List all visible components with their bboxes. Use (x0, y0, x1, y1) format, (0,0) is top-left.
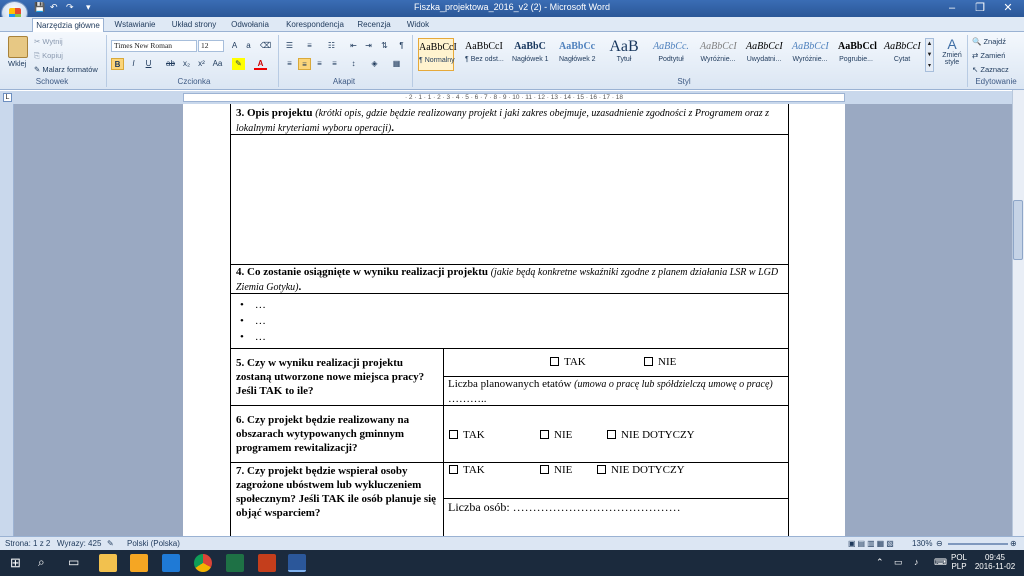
group-separator (278, 35, 279, 87)
chrome-icon[interactable] (194, 554, 212, 572)
bullets-icon[interactable]: ☰ (285, 41, 294, 50)
borders-icon[interactable]: ▦ (392, 59, 401, 68)
select-button[interactable]: ↖ Zaznacz (972, 65, 1009, 74)
change-styles-icon: A (947, 36, 957, 52)
redo-icon[interactable]: ↷ (66, 2, 74, 12)
tab-insert[interactable]: Wstawianie (114, 20, 156, 29)
s5-etaty-text: Liczba planowanych etatów (umowa o pracę lub spółdzielczą umowę o pracę) ……….. (448, 378, 773, 405)
s4-header-text: 4. Co zostanie osiągnięte w wyniku realizacji projektu (jakie będą konkretne wskaźniki zgodne z planem działania LSR w LGD Ziemia Gotyku). (236, 266, 779, 293)
s7-question: 7. Czy projekt będzie wspierał osoby zagrożone ubóstwem lub wykluczeniem społecznym? Jeśli TAK ile osób planuje się objąć wsparciem? (236, 465, 437, 519)
paste-icon[interactable] (8, 36, 28, 58)
s5-tak-option[interactable]: TAK (550, 355, 586, 369)
checkbox[interactable] (597, 465, 606, 474)
s7-nd-option[interactable]: NIE DOTYCZY (597, 463, 685, 477)
s7-count-text: Liczba osób: …………………………………… (448, 500, 681, 514)
style-subtitle[interactable]: AaBbCc. Podtytuł (653, 41, 689, 63)
style-strong[interactable]: AaBbCcl Pogrubie... (838, 41, 877, 63)
clear-format-icon[interactable]: ⌫ (259, 41, 272, 50)
input-language[interactable]: POL PLP (950, 553, 967, 571)
s7-nie-option[interactable]: NIE (540, 463, 572, 477)
scrollbar-thumb[interactable] (1013, 200, 1023, 260)
language-indicator[interactable]: Polski (Polska) (127, 539, 180, 548)
list-item: • … (240, 315, 266, 327)
zoom-out-icon[interactable]: ⊖ (936, 539, 943, 548)
tab-home[interactable]: Narzędzia główne (32, 18, 104, 32)
list-item: • … (240, 299, 266, 311)
powerpoint-icon[interactable] (258, 554, 276, 572)
checkbox[interactable] (449, 465, 458, 474)
increase-indent-icon[interactable]: ⇥ (365, 41, 372, 50)
line-spacing-icon[interactable]: ↕ (351, 59, 356, 68)
subscript-button[interactable]: x₂ (182, 59, 191, 68)
view-buttons[interactable]: ▣▤▥▦▧ (848, 539, 896, 548)
format-painter-button[interactable]: ✎ Malarz formatów (34, 65, 98, 74)
styles-group-label: Styl (677, 77, 691, 86)
table-cell-s5-choice[interactable] (443, 348, 789, 377)
minimize-button[interactable]: – (948, 2, 956, 14)
volume-icon[interactable]: ♪ (914, 557, 919, 567)
clipboard-group-label: Schowek (35, 77, 69, 86)
align-right-icon[interactable]: ≡ (317, 59, 322, 68)
underline-button[interactable]: U (145, 59, 152, 68)
keyboard-icon[interactable]: ⌨ (934, 557, 947, 567)
qat-customize-icon[interactable]: ▾ (86, 2, 91, 12)
style-normal[interactable]: AaBbCcI ¶ Normalny (418, 38, 454, 71)
superscript-button[interactable]: x² (198, 59, 205, 68)
strikethrough-button[interactable]: ab (166, 59, 175, 68)
tab-page-layout[interactable]: Układ strony (171, 20, 217, 29)
replace-button[interactable]: ⇄ Zamień (972, 51, 1006, 60)
tab-references[interactable]: Odwołania (231, 20, 269, 29)
find-button[interactable]: 🔍 Znajdź (972, 37, 1006, 46)
align-center-icon[interactable]: ≡ (298, 58, 311, 70)
sort-icon[interactable]: ⇅ (381, 41, 388, 50)
vertical-scrollbar[interactable] (1012, 90, 1024, 536)
font-color-icon[interactable]: A (254, 58, 267, 70)
s6-question: 6. Czy projekt będzie realizowany na obszarach wytypowanych gminnym programem rewitalizacji? (236, 414, 410, 454)
status-bar (0, 536, 1024, 550)
style-quote[interactable]: AaBbCcI Cytat (884, 41, 921, 63)
cut-button: ✂ Wytnij (34, 37, 63, 46)
word-icon[interactable] (288, 554, 306, 572)
edge-icon[interactable] (162, 554, 180, 572)
file-explorer-icon[interactable] (99, 554, 117, 572)
ruler-numbers: · 2 · 1 · 1 · 2 · 3 · 4 · 5 · 6 · 7 · 8 · 9 · 10 · 11 · 12 · 13 · 14 · 15 · 16 · 17 · 18 (404, 94, 624, 101)
start-windows-icon[interactable]: ⊞ (10, 555, 21, 570)
grow-font-icon[interactable]: A (231, 41, 238, 50)
table-cell-s4-answer[interactable] (230, 293, 789, 349)
font-group-label: Czcionka (177, 77, 211, 86)
window-title: Fiszka_projektowa_2016_v2 (2) - Microsoft Word (414, 2, 610, 12)
s5-question: 5. Czy w wyniku realizacji projektu zostaną utworzone nowe miejsca pracy? Jeśli TAK to ile? (236, 357, 425, 397)
tab-view[interactable]: Widok (406, 20, 430, 29)
change-styles-button[interactable]: A Zmień style (940, 36, 964, 66)
decrease-indent-icon[interactable]: ⇤ (350, 41, 357, 50)
s6-tak-option[interactable]: TAK (449, 428, 485, 442)
paragraph-group-label: Akapit (332, 77, 356, 86)
clock[interactable]: 09:45 2016-11-02 (974, 553, 1016, 571)
checkbox[interactable] (550, 357, 559, 366)
editing-group-label: Edytowanie (975, 77, 1017, 86)
change-case-button[interactable]: Aa (212, 59, 223, 68)
list-item: • … (240, 331, 266, 343)
checkbox[interactable] (540, 465, 549, 474)
network-icon[interactable]: ▭ (894, 557, 903, 567)
page-count[interactable]: Strona: 1 z 2 (5, 539, 51, 548)
ribbon-tabs (0, 17, 1024, 32)
align-left-icon[interactable]: ≡ (287, 59, 292, 68)
style-subtle-emphasis[interactable]: AaBbCcI Wyróżnie... (700, 41, 737, 63)
s3-title: 3. Opis projektu (236, 107, 313, 119)
style-heading-2[interactable]: AaBbCc Nagłówek 2 (559, 41, 596, 63)
maximize-button[interactable]: ❐ (975, 2, 985, 14)
italic-button[interactable]: I (132, 59, 135, 68)
ribbon (0, 32, 1024, 90)
s4-hint: (jakie będą konkretne wskaźniki zgodne z planem działania LSR w LGD Ziemia Gotyku) (236, 267, 779, 293)
save-icon[interactable]: 💾 (34, 2, 46, 12)
tab-mailings[interactable]: Korespondencja (286, 20, 344, 29)
highlight-icon[interactable]: ✎ (232, 58, 245, 70)
font-name-select[interactable]: Times New Roman (111, 40, 197, 52)
checkbox[interactable] (644, 357, 653, 366)
paste-button[interactable]: Wklej (8, 59, 27, 68)
excel-icon[interactable] (226, 554, 244, 572)
zoom-level[interactable]: 130% (912, 539, 933, 548)
tray-chevron-icon[interactable]: ⌃ (876, 557, 884, 567)
tab-review[interactable]: Recenzja (357, 20, 391, 29)
s4-title: 4. Co zostanie osiągnięte w wyniku realizacji projektu (236, 266, 488, 278)
s3-header-text: 3. Opis projektu (krótki opis, gdzie będzie realizowany projekt i jaki zakres obejmuje, uzasadnienie zgodności z Programem oraz z lokalnymi kryteriami wyboru operacji). (236, 107, 770, 134)
shrink-font-icon[interactable]: a (246, 41, 251, 50)
shading-icon[interactable]: ◈ (371, 59, 378, 68)
zoom-in-icon[interactable]: ⊕ (1010, 539, 1017, 548)
style-no-spacing[interactable]: AaBbCcI ¶ Bez odst... (465, 41, 504, 63)
title-bar (0, 0, 1024, 17)
show-marks-icon[interactable]: ¶ (399, 41, 404, 50)
vertical-ruler[interactable] (0, 104, 14, 536)
close-button[interactable]: ✕ (1003, 2, 1013, 14)
word-count[interactable]: Wyrazy: 425 (57, 539, 102, 548)
checkbox[interactable] (449, 430, 458, 439)
group-separator (412, 35, 413, 87)
table-cell-s3-answer[interactable] (230, 134, 789, 265)
tab-selector-icon[interactable]: L (3, 93, 12, 102)
style-emphasis[interactable]: AaBbCcI Uwydatni... (746, 41, 783, 63)
horizontal-ruler[interactable] (0, 91, 1024, 104)
s7-tak-option[interactable]: TAK (449, 463, 485, 477)
s6-nie-option[interactable]: NIE (540, 428, 572, 442)
group-separator (106, 35, 107, 87)
styles-scroll-icon[interactable]: ▲ ▼ ▾ (925, 38, 934, 72)
numbering-icon[interactable]: ≡ (307, 41, 312, 50)
multilevel-list-icon[interactable]: ☷ (327, 41, 336, 50)
style-heading-1[interactable]: AaBbC Nagłówek 1 (512, 41, 549, 63)
taskbar (0, 550, 1024, 576)
style-title[interactable]: AaB Tytuł (609, 38, 639, 63)
justify-icon[interactable]: ≡ (332, 59, 337, 68)
undo-icon[interactable]: ↶ (50, 2, 58, 12)
proofing-icon[interactable]: ✎ (107, 539, 114, 548)
s6-nd-option[interactable]: NIE DOTYCZY (607, 428, 695, 442)
font-size-select[interactable]: 12 (198, 40, 224, 52)
task-view-icon[interactable]: ▭ (68, 555, 80, 569)
s5-nie-option[interactable]: NIE (644, 355, 676, 369)
style-intense-emphasis[interactable]: AaBbCcI Wyróżnie... (792, 41, 829, 63)
checkbox[interactable] (607, 430, 616, 439)
folder-icon[interactable] (130, 554, 148, 572)
copy-button: ⎘ Kopiuj (34, 51, 63, 60)
bold-button[interactable]: B (111, 58, 124, 70)
checkbox[interactable] (540, 430, 549, 439)
search-icon[interactable]: ⌕ (38, 555, 45, 569)
s3-hint: (krótki opis, gdzie będzie realizowany projekt i jaki zakres obejmuje, uzasadnienie zgodności z Programem oraz z lokalnymi kryteriami wyboru operacji) (236, 108, 770, 134)
zoom-slider[interactable] (948, 543, 1008, 545)
